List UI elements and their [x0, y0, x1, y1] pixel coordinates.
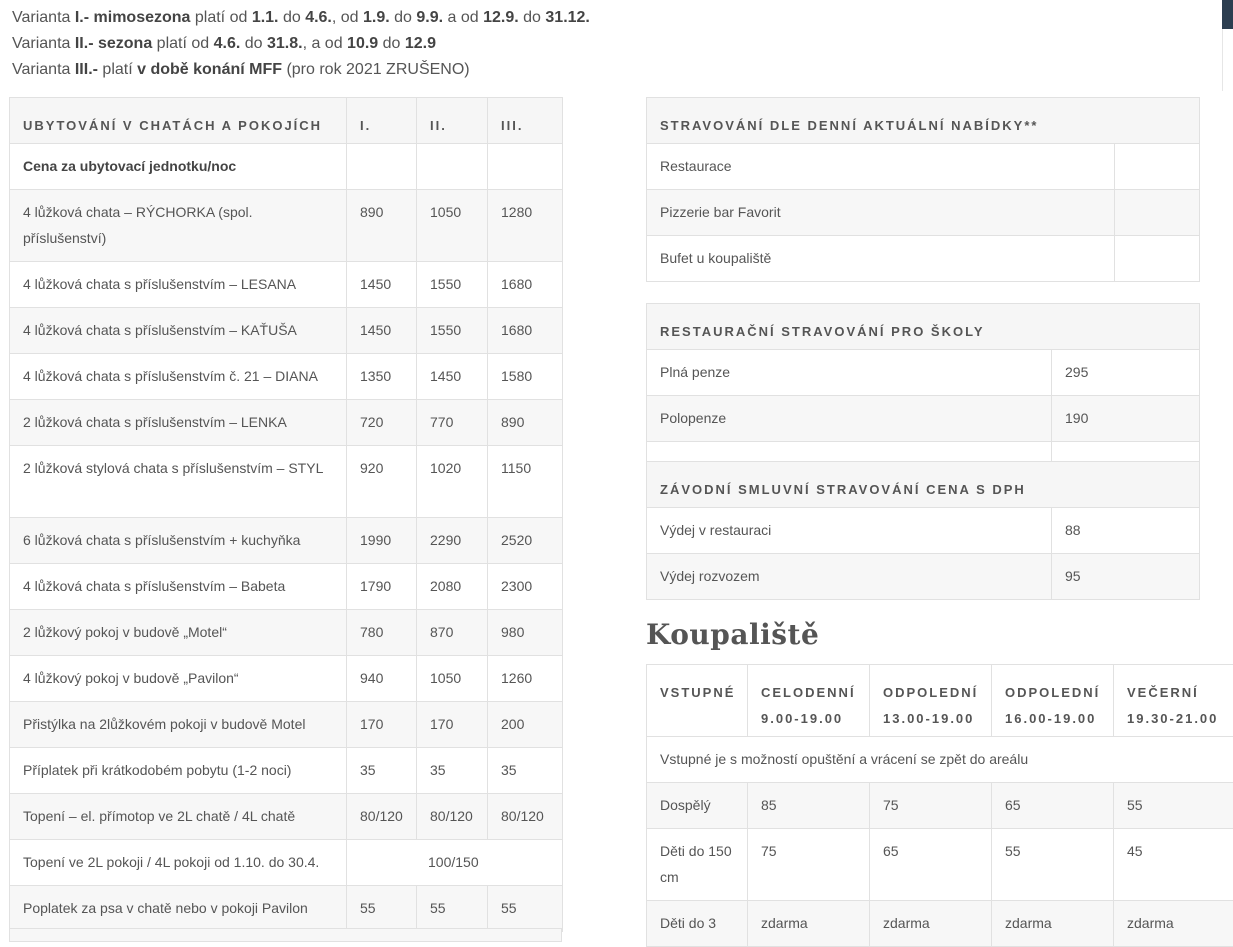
accommodation-price-1: 920 [347, 446, 417, 518]
swimming-pool-category: Děti do 150 cm [647, 829, 748, 901]
accommodation-row [10, 748, 563, 794]
catering-place: Bufet u koupaliště [647, 236, 1115, 282]
school-catering-row [647, 350, 1200, 396]
accommodation-price-1: 780 [347, 610, 417, 656]
swimming-pool-price: 55 [1114, 783, 1233, 829]
factory-catering-table [646, 461, 1200, 600]
swimming-pool-row [647, 829, 1233, 901]
swimming-pool-row [647, 783, 1233, 829]
accommodation-row [10, 794, 563, 840]
variant-line-2: Varianta II.- sezona platí od 4.6. do 31.8., a od 10.9 do 12.9 [12, 31, 590, 57]
accommodation-name: Topení – el. přímotop ve 2L chatě / 4L chatě [10, 794, 347, 840]
accommodation-price-3: 1260 [488, 656, 563, 702]
accommodation-price-2: 1020 [417, 446, 488, 518]
accommodation-price-2: 1450 [417, 354, 488, 400]
accommodation-price-3: 55 [488, 886, 563, 932]
accommodation-price-2: 1550 [417, 262, 488, 308]
swimming-pool-category: Děti do 3 [647, 901, 748, 947]
catering-row [647, 190, 1200, 236]
accommodation-header-title: UBYTOVÁNÍ V CHATÁCH A POKOJÍCH [10, 98, 347, 144]
school-catering-price: 295 [1052, 350, 1200, 396]
swimming-pool-header-time: 13.00-19.00 [883, 706, 978, 732]
accommodation-price-3: 1680 [488, 262, 563, 308]
factory-catering-price: 95 [1052, 554, 1200, 600]
swimming-pool-header-label: VSTUPNÉ [660, 680, 734, 706]
accommodation-name: Topení ve 2L pokoji / 4L pokoji od 1.10. do 30.4. [10, 840, 347, 886]
accommodation-name: 4 lůžková chata s příslušenstvím – Babeta [10, 564, 347, 610]
accommodation-name: 4 lůžková chata s příslušenstvím č. 21 – DIANA [10, 354, 347, 400]
accommodation-table [9, 97, 563, 932]
catering-header: STRAVOVÁNÍ DLE DENNÍ AKTUÁLNÍ NABÍDKY** [647, 98, 1200, 144]
swimming-pool-header-time: 9.00-19.00 [761, 706, 856, 732]
swimming-pool-table [646, 664, 1233, 947]
swimming-pool-header-label: CELODENNÍ [761, 680, 856, 706]
accommodation-name: 2 lůžková chata s příslušenstvím – LENKA [10, 400, 347, 446]
catering-row [647, 144, 1200, 190]
swimming-pool-header-1 [748, 665, 870, 737]
accommodation-price-2: 55 [417, 886, 488, 932]
accommodation-row [10, 564, 563, 610]
variant-line-1: Varianta I.- mimosezona platí od 1.1. do 4.6., od 1.9. do 9.9. a od 12.9. do 31.12. [12, 5, 590, 31]
accommodation-price-2: 35 [417, 748, 488, 794]
edge-divider [1222, 29, 1223, 91]
swimming-pool-header-2 [870, 665, 992, 737]
accommodation-name: 2 lůžková stylová chata s příslušenstvím – STYL [10, 446, 347, 518]
catering-row [647, 236, 1200, 282]
swimming-pool-price: zdarma [992, 901, 1114, 947]
accommodation-row [10, 190, 563, 262]
accommodation-price-1: 170 [347, 702, 417, 748]
accommodation-price-3: 1580 [488, 354, 563, 400]
accommodation-price-2: 2290 [417, 518, 488, 564]
accommodation-price-1: 55 [347, 886, 417, 932]
swimming-pool-header-3 [992, 665, 1114, 737]
accommodation-header-row [10, 98, 563, 144]
accommodation-price-1: 890 [347, 190, 417, 262]
accommodation-row [10, 610, 563, 656]
accommodation-name: 4 lůžkový pokoj v budově „Pavilon“ [10, 656, 347, 702]
swimming-pool-header-label: VEČERNÍ [1127, 680, 1233, 706]
school-catering-item: Polopenze [647, 396, 1052, 442]
accommodation-price-3: 80/120 [488, 794, 563, 840]
accommodation-price-1: 1450 [347, 308, 417, 354]
swimming-pool-price: 85 [748, 783, 870, 829]
accommodation-price-2: 870 [417, 610, 488, 656]
accommodation-price-1: 80/120 [347, 794, 417, 840]
accommodation-name: 2 lůžkový pokoj v budově „Motel“ [10, 610, 347, 656]
swimming-pool-header-time: 19.30-21.00 [1127, 706, 1233, 732]
accommodation-price-1: 1990 [347, 518, 417, 564]
accommodation-price-3: 890 [488, 400, 563, 446]
swimming-pool-note: Vstupné je s možností opuštění a vrácení se zpět do areálu [647, 737, 1233, 783]
school-catering-spacer [647, 442, 1200, 462]
school-catering-header: RESTAURAČNÍ STRAVOVÁNÍ PRO ŠKOLY [647, 304, 1200, 350]
factory-catering-item: Výdej v restauraci [647, 508, 1052, 554]
accommodation-price-2: 1050 [417, 190, 488, 262]
swimming-pool-header-label: ODPOLEDNÍ [1005, 680, 1100, 706]
swimming-pool-category: Dospělý [647, 783, 748, 829]
swimming-pool-price: 75 [748, 829, 870, 901]
accommodation-row [10, 262, 563, 308]
accommodation-price-3: 1680 [488, 308, 563, 354]
accommodation-price-3: 200 [488, 702, 563, 748]
catering-place: Restaurace [647, 144, 1115, 190]
accommodation-price-1: 35 [347, 748, 417, 794]
accommodation-price-2: 80/120 [417, 794, 488, 840]
accommodation-price-3: 980 [488, 610, 563, 656]
edge-tab [1222, 0, 1233, 29]
swimming-pool-header-label: ODPOLEDNÍ [883, 680, 978, 706]
factory-catering-row [647, 554, 1200, 600]
accommodation-price-3: 1280 [488, 190, 563, 262]
accommodation-price-2: 770 [417, 400, 488, 446]
accommodation-row [10, 840, 563, 886]
accommodation-name: Přistýlka na 2lůžkovém pokoji v budově Motel [10, 702, 347, 748]
accommodation-price-2: 1550 [417, 308, 488, 354]
factory-catering-header: ZÁVODNÍ SMLUVNÍ STRAVOVÁNÍ CENA S DPH [647, 462, 1200, 508]
accommodation-price-2: 2080 [417, 564, 488, 610]
accommodation-name: 4 lůžková chata s příslušenstvím – LESANA [10, 262, 347, 308]
swimming-pool-header-time: 16.00-19.00 [1005, 706, 1100, 732]
accommodation-row [10, 702, 563, 748]
accommodation-price-merged: 100/150 [347, 840, 563, 886]
school-catering-item: Plná penze [647, 350, 1052, 396]
accommodation-row [10, 518, 563, 564]
accommodation-subheader-row [10, 144, 563, 190]
swimming-pool-header-row [647, 665, 1233, 737]
accommodation-price-3: 2520 [488, 518, 563, 564]
swimming-pool-price: 65 [870, 829, 992, 901]
swimming-pool-price: zdarma [870, 901, 992, 947]
accommodation-price-1: 1790 [347, 564, 417, 610]
factory-catering-item: Výdej rozvozem [647, 554, 1052, 600]
swimming-pool-title: Koupaliště [646, 618, 819, 651]
accommodation-row [10, 400, 563, 446]
catering-table [646, 97, 1200, 282]
accommodation-subheader: Cena za ubytovací jednotku/noc [10, 144, 347, 190]
swimming-pool-price: 65 [992, 783, 1114, 829]
school-catering-price: 190 [1052, 396, 1200, 442]
school-catering-table [646, 303, 1200, 462]
swimming-pool-header-4 [1114, 665, 1233, 737]
factory-catering-price: 88 [1052, 508, 1200, 554]
variants-info [12, 5, 590, 83]
accommodation-price-2: 170 [417, 702, 488, 748]
swimming-pool-price: 45 [1114, 829, 1233, 901]
accommodation-price-2: 1050 [417, 656, 488, 702]
accommodation-price-3: 35 [488, 748, 563, 794]
accommodation-header-col-1: I. [347, 98, 417, 144]
accommodation-name: 4 lůžková chata – RÝCHORKA (spol. příslušenství) [10, 190, 347, 262]
swimming-pool-price: 55 [992, 829, 1114, 901]
accommodation-price-1: 1450 [347, 262, 417, 308]
accommodation-name: 4 lůžková chata s příslušenstvím – KAŤUŠA [10, 308, 347, 354]
swimming-pool-price: zdarma [748, 901, 870, 947]
accommodation-price-1: 1350 [347, 354, 417, 400]
accommodation-row [10, 308, 563, 354]
accommodation-header-col-3: III. [488, 98, 563, 144]
swimming-pool-header-0 [647, 665, 748, 737]
accommodation-row [10, 656, 563, 702]
accommodation-price-3: 1150 [488, 446, 563, 518]
swimming-pool-price: zdarma [1114, 901, 1233, 947]
swimming-pool-row [647, 901, 1233, 947]
accommodation-price-1: 940 [347, 656, 417, 702]
accommodation-row [10, 354, 563, 400]
accommodation-price-1: 720 [347, 400, 417, 446]
catering-place: Pizzerie bar Favorit [647, 190, 1115, 236]
swimming-pool-price: 75 [870, 783, 992, 829]
accommodation-name: Příplatek při krátkodobém pobytu (1-2 noci) [10, 748, 347, 794]
variant-line-3: Varianta III.- platí v době konání MFF (pro rok 2021 ZRUŠENO) [12, 57, 590, 83]
school-catering-row [647, 396, 1200, 442]
factory-catering-row [647, 508, 1200, 554]
accommodation-row [10, 886, 563, 932]
accommodation-header-col-2: II. [417, 98, 488, 144]
next-table-edge [9, 928, 562, 942]
accommodation-price-3: 2300 [488, 564, 563, 610]
accommodation-name: 6 lůžková chata s příslušenstvím + kuchyňka [10, 518, 347, 564]
accommodation-name: Poplatek za psa v chatě nebo v pokoji Pavilon [10, 886, 347, 932]
accommodation-row [10, 446, 563, 518]
